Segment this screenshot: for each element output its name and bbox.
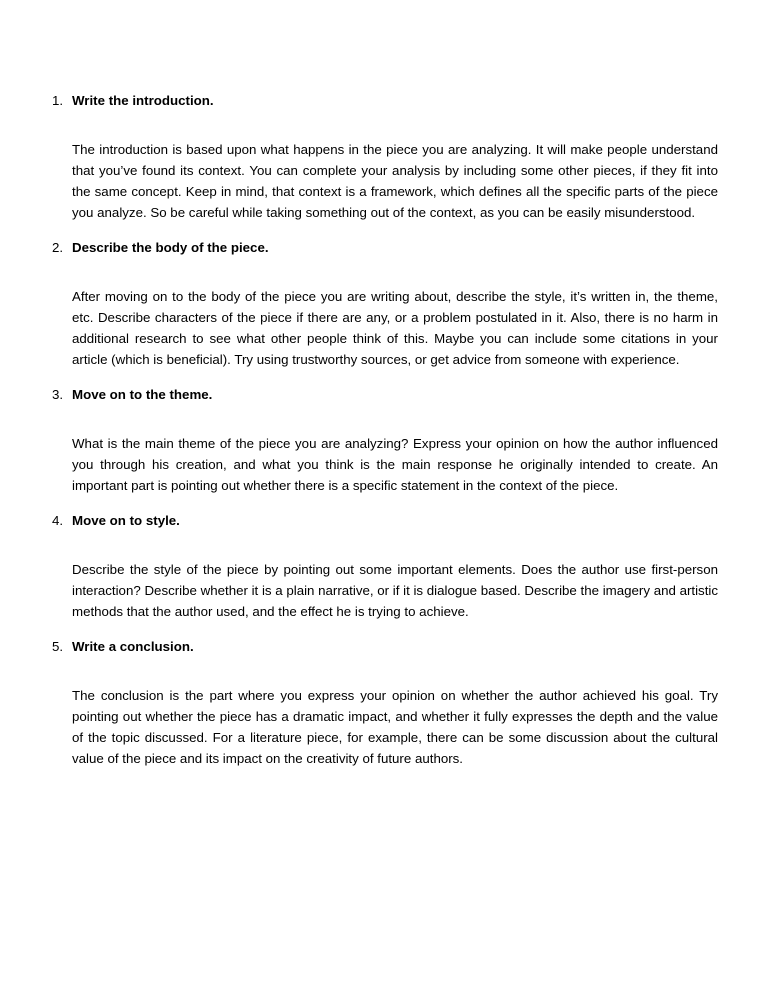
list-item-introduction xyxy=(0,90,768,223)
item-number: 1. xyxy=(52,93,64,108)
list-item-theme xyxy=(0,384,768,496)
item-paragraph: The conclusion is the part where you express your opinion on whether the author achieved his goal. Try pointing out whether the piece has a dramatic impact, and whether it fully expresses the depth and the value of the topic discussed. For a literature piece, for example, there can be some discussion about the cultural value of the piece and its impact on the creativity of future authors. xyxy=(72,688,718,766)
item-paragraph: Describe the style of the piece by pointing out some important elements. Does the author use first-person interaction? Describe whether it is a plain narrative, or if it is dialogue based. Describe the imagery and artistic methods that the author used, and the effect he is trying to achieve. xyxy=(72,562,718,619)
item-paragraph: What is the main theme of the piece you are analyzing? Express your opinion on how the author influenced you through his creation, and what you think is the main response he originally intended to create. An important part is pointing out whether there is a specific statement in the context of the piece. xyxy=(72,436,718,493)
list-item-body xyxy=(0,237,768,370)
list-item-conclusion xyxy=(0,636,768,769)
item-number: 3. xyxy=(52,387,64,402)
item-heading: Write a conclusion. xyxy=(72,639,194,654)
item-heading: Move on to the theme. xyxy=(72,387,213,402)
item-heading: Describe the body of the piece. xyxy=(72,240,269,255)
item-number: 5. xyxy=(52,639,64,654)
item-number: 2. xyxy=(52,240,64,255)
document-page xyxy=(0,90,768,783)
item-heading: Move on to style. xyxy=(72,513,180,528)
item-paragraph: After moving on to the body of the piece you are writing about, describe the style, it’s written in, the theme, etc. Describe characters of the piece if there are any, or a problem postulated in it. Also, there is no harm in additional research to see what other people think of this. Maybe you can include some citations in your article (which is beneficial). Try using trustworthy sources, or get advice from someone with experience. xyxy=(72,289,718,367)
item-heading: Write the introduction. xyxy=(72,93,214,108)
item-paragraph: The introduction is based upon what happens in the piece you are analyzing. It will make people understand that you’ve found its context. You can complete your analysis by including some other pieces, if they fit into the same concept. Keep in mind, that context is a framework, which defines all the specific parts of the piece you analyze. So be careful while taking something out of the context, as you can be easily misunderstood. xyxy=(72,142,718,220)
list-item-style xyxy=(0,510,768,622)
item-number: 4. xyxy=(52,513,64,528)
